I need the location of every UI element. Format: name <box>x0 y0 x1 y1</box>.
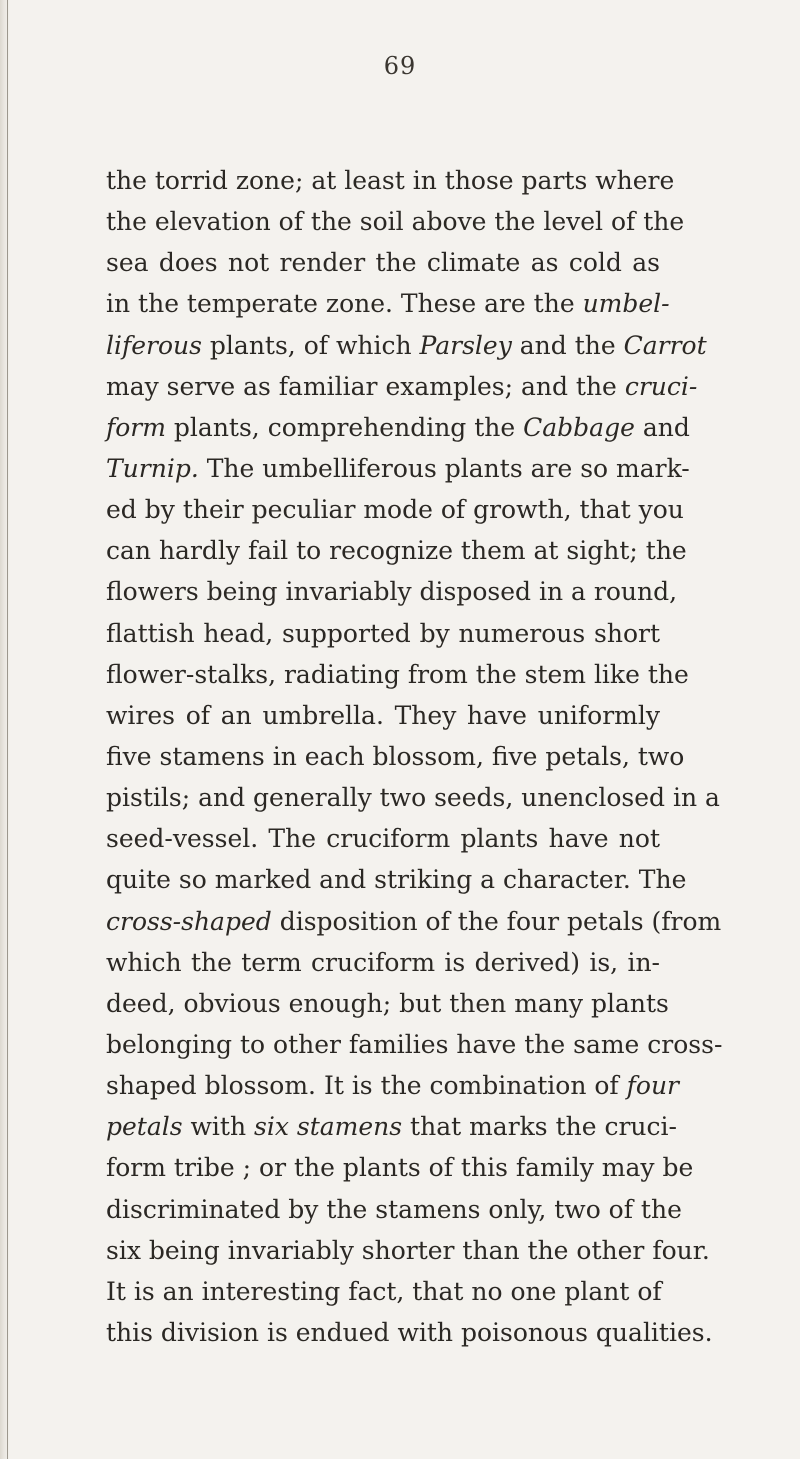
page-binding-edge <box>0 0 10 1459</box>
italic-text: Turnip. <box>106 453 199 483</box>
text-line <box>106 1024 723 1065</box>
text-line <box>106 407 690 448</box>
text-line <box>106 1147 694 1188</box>
text-line <box>106 983 669 1024</box>
text-segment: flowers being invariably disposed in a round, <box>106 577 678 607</box>
text-segment: It is an interesting fact, that no one plant of <box>106 1276 662 1306</box>
text-segment: with <box>182 1112 255 1142</box>
text-line <box>106 325 707 366</box>
text-line <box>106 1106 677 1147</box>
page-number: 69 <box>383 52 417 80</box>
text-segment: which the term cruciform is derived) is, in- <box>106 947 660 977</box>
text-line <box>106 736 685 777</box>
text-segment: that marks the cruci- <box>402 1112 677 1142</box>
italic-text: cross-shaped <box>106 906 272 936</box>
text-line <box>106 1189 682 1230</box>
text-segment: in the temperate zone. These are the <box>106 289 583 319</box>
text-line <box>106 242 660 283</box>
text-segment: can hardly fail to recognize them at sight; the <box>106 536 687 566</box>
text-line <box>106 530 687 571</box>
italic-text: cruci- <box>624 371 698 401</box>
text-segment: plants, of which <box>201 330 420 360</box>
italic-text: Parsley <box>419 330 512 360</box>
italic-text: form <box>106 412 166 442</box>
text-segment: quite so marked and striking a character. The <box>106 865 687 895</box>
italic-text: four <box>626 1071 679 1101</box>
text-line <box>106 1312 713 1353</box>
text-segment: six being invariably shorter than the other four. <box>106 1235 710 1265</box>
text-segment: ed by their peculiar mode of growth, that you <box>106 495 684 525</box>
text-line <box>106 160 675 201</box>
italic-text: umbel- <box>582 289 670 319</box>
text-line <box>106 901 722 942</box>
text-segment: discriminated by the stamens only, two of the <box>106 1194 682 1224</box>
text-segment: belonging to other families have the same cross- <box>106 1029 723 1059</box>
text-segment: The umbelliferous plants are so mark- <box>198 453 690 483</box>
text-line <box>106 654 689 695</box>
italic-text: liferous <box>106 330 202 360</box>
text-line <box>106 818 660 859</box>
text-line <box>106 1271 660 1312</box>
text-line <box>106 571 678 612</box>
text-line <box>106 283 670 324</box>
text-line <box>106 1065 679 1106</box>
text-line <box>106 448 690 489</box>
text-line <box>106 366 698 407</box>
text-segment: five stamens in each blossom, five petals, two <box>106 741 685 771</box>
text-line <box>106 613 660 654</box>
italic-text: six stamens <box>254 1112 403 1142</box>
text-segment: the torrid zone; at least in those parts where <box>106 166 675 195</box>
text-segment: and the <box>511 330 624 360</box>
binding-line <box>7 0 8 1459</box>
text-segment: pistils; and generally two seeds, unenclosed in a <box>106 783 720 813</box>
italic-text: Carrot <box>623 330 707 360</box>
text-line <box>106 859 687 900</box>
text-segment: form tribe ; or the plants of this family may be <box>106 1153 694 1183</box>
text-line <box>106 489 684 530</box>
text-segment: wires of an umbrella. They have uniformly <box>106 700 660 730</box>
text-line <box>106 1230 710 1271</box>
italic-text: petals <box>106 1112 183 1142</box>
text-line <box>106 777 720 818</box>
text-segment: flower-stalks, radiating from the stem like the <box>106 659 689 689</box>
text-segment: flattish head, supported by numerous short <box>106 618 660 648</box>
text-segment: shaped blossom. It is the combination of <box>106 1071 627 1101</box>
text-line <box>106 695 660 736</box>
text-segment: seed-vessel. The cruciform plants have not <box>106 824 660 854</box>
text-segment: may serve as familiar examples; and the <box>106 371 625 401</box>
body-text <box>106 160 723 1353</box>
text-segment: and <box>634 412 690 442</box>
text-segment: plants, comprehending the <box>165 412 524 442</box>
italic-text: Cabbage <box>523 412 635 442</box>
text-segment: deed, obvious enough; but then many plants <box>106 988 669 1018</box>
text-segment: this division is endued with poisonous qualities. <box>106 1317 713 1347</box>
text-segment: sea does not render the climate as cold as <box>106 248 660 278</box>
text-segment: disposition of the four petals (from <box>271 906 722 936</box>
text-segment: the elevation of the soil above the level of the <box>106 207 685 237</box>
text-line <box>106 942 660 983</box>
text-line <box>106 201 685 242</box>
